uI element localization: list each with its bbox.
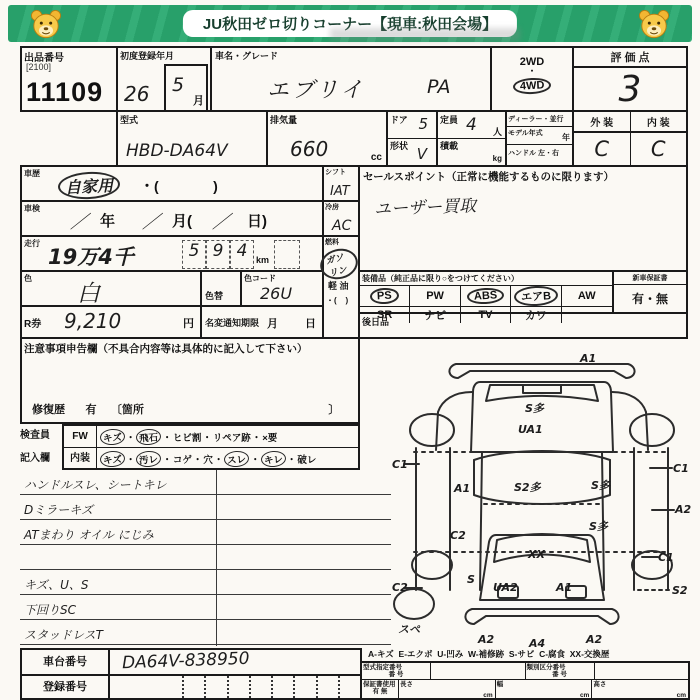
mileage-label: 走行 (24, 239, 40, 248)
diagram-mark: A2 (478, 633, 495, 646)
diagram-mark: A1 (580, 352, 597, 365)
score-label: 評 価 点 (574, 48, 686, 68)
handle-label: ハンドル 左・右 (508, 150, 559, 157)
name-change-cell (200, 305, 324, 339)
capacity-payload-cell (436, 110, 507, 167)
note-text: ハンドルスレ、シートキレ (24, 478, 167, 492)
shaken-year-unit: 年 (100, 213, 116, 230)
reg-number-cell (316, 676, 338, 698)
reg-number-cell (182, 676, 204, 698)
capacity-label: 定員 (440, 115, 459, 125)
note-line (217, 520, 391, 545)
aircon-label: 冷房 (325, 204, 339, 211)
spec-r1c4-value (595, 663, 689, 679)
repair-value: 有 (85, 404, 97, 416)
diagram-mark: S2 (672, 584, 688, 597)
note-line (20, 470, 216, 495)
first-reg-cell (116, 46, 212, 112)
car-grade-value: PA (427, 76, 451, 98)
sales-point-cell (358, 165, 688, 272)
note-line (217, 570, 391, 595)
diagram-mark: C1 (658, 551, 674, 564)
note-line (217, 620, 391, 645)
score-value: 3 (618, 69, 642, 110)
inspector-head-2: 記入欄 (20, 453, 50, 464)
repair-paren-close: 〕 (328, 404, 340, 416)
note-text: スタッドレスT (24, 628, 103, 642)
payload-unit: kg (492, 154, 502, 163)
inspector-heads (20, 424, 62, 470)
equipment-item: SR (360, 306, 410, 323)
model-code-label: 型式 (120, 115, 139, 125)
vin-value: DA64V-838950 (121, 648, 250, 674)
spec-r1c2-value (431, 663, 526, 679)
shaken-day-unit: 日) (247, 213, 267, 230)
diagram-mark: S2多 (514, 481, 541, 494)
notes-column-right (216, 470, 391, 646)
diagram-mark: C2 (392, 581, 408, 594)
diagram-mark: UA1 (518, 423, 543, 436)
length-label: 長さ (400, 681, 413, 688)
lot-cell (20, 46, 118, 112)
inspector-words-interior: キズ ・ 汚レ ・コゲ・穴・ スレ ・ キレ ・破レ (97, 451, 358, 467)
diagram-mark: XX (528, 548, 545, 561)
note-line (20, 620, 216, 645)
payload-label: 積載 (440, 141, 459, 151)
equipment-item: ナビ (410, 306, 460, 323)
diagram-mark: A4 (529, 637, 546, 650)
width-label: 幅 (496, 681, 504, 688)
fuel-paren: ・( ) (326, 296, 349, 305)
inspection-word: 汚レ (136, 450, 162, 468)
model-year-label: モデル年式 (508, 130, 543, 137)
note-text: キズ、U、S (24, 578, 89, 592)
note-line (20, 545, 216, 570)
mileage-cell (20, 235, 324, 272)
shift-cell (322, 165, 360, 202)
shaken-label: 車検 (24, 204, 40, 213)
warranty-value: 有・無 (631, 292, 668, 306)
diagram-mark: C1 (392, 458, 408, 471)
diagram-mark: A2 (675, 503, 692, 516)
lot-label: 出品番号 (24, 53, 64, 64)
color-value: 白 (77, 281, 100, 307)
fuel-label: 燃料 (325, 239, 339, 246)
mileage-digit: 9 (206, 240, 230, 269)
reg-number-label: 登録番号 (22, 676, 110, 698)
model-code-value: HBD-DA64V (126, 141, 228, 161)
aircon-value: AC (332, 218, 352, 234)
shaken-slash: ／ (212, 212, 230, 233)
vin-label: 車台番号 (22, 650, 110, 674)
diagram-mark: UA2 (493, 581, 518, 594)
damage-legend: A-キズ E-エクボ U-凹み W-補修跡 S-サビ C-腐食 XX-交換歴 (368, 649, 610, 659)
model-code-cell (116, 110, 268, 167)
name-change-label: 名変通知期限 (205, 318, 260, 328)
notice-cell (20, 337, 360, 424)
name-change-month: 月 (267, 318, 278, 330)
note-line (217, 470, 391, 495)
lot-code: [2100] (26, 62, 52, 72)
inspection-word: 穴 (203, 454, 213, 466)
reg-number-cell (227, 676, 249, 698)
shift-value: IAT (330, 184, 350, 199)
note-line (217, 595, 391, 620)
equipment-item: PW (410, 285, 460, 306)
exterior-label: 外 装 (574, 112, 631, 131)
mileage-empty-box (274, 240, 300, 269)
shaken-month-unit: 月( (172, 213, 192, 230)
first-reg-label: 初度登録年月 (120, 51, 175, 61)
first-reg-month-box (164, 64, 208, 110)
note-line (20, 495, 216, 520)
notice-label: 注意事項申告欄（不具合内容等は具体的に記入して下さい） (24, 343, 308, 355)
reg-number-cell (204, 676, 226, 698)
inspector-words-fw: キズ ・ 飛石 ・ヒビ割・リペア跡・×要 (97, 429, 358, 445)
ext-int-cell (572, 110, 688, 167)
reg-number-cell (338, 676, 360, 698)
diagram-mark: S多 (589, 520, 608, 533)
note-text: Dミラーキズ (24, 503, 94, 517)
door-shape-cell (386, 110, 438, 167)
fuel-diesel: 軽 油 (328, 281, 349, 291)
inspection-word: キレ (260, 450, 286, 468)
drive-cell: 2WD ・ 4WD (490, 46, 574, 112)
fuel-cell (322, 235, 360, 339)
spec-r1c3-label: 類別区分番号 (526, 664, 566, 671)
diagram-mark: C1 (673, 462, 689, 475)
inspector-sub-2: 内装 (64, 448, 97, 469)
model-year-unit: 年 (562, 133, 570, 142)
height-label: 高さ (593, 681, 607, 688)
equipment-item: TV (461, 306, 511, 323)
diagram-marks (392, 352, 692, 650)
reg-number-cell (271, 676, 293, 698)
scan-smudge (330, 28, 520, 41)
inspection-word: リペア跡 (212, 432, 251, 444)
capacity-value: 4 (466, 115, 477, 135)
later-items-label: 後日品 (362, 317, 390, 327)
mileage-prefix: 19万4千 (48, 245, 134, 269)
drive-4wd-selected: 4WD (512, 77, 551, 95)
dealer-label: ディーラー・並行 (507, 112, 572, 127)
first-reg-year: 26 (124, 82, 150, 106)
shift-label: シフト (325, 169, 346, 176)
reg-number-cell (293, 676, 315, 698)
name-change-day: 日 (305, 318, 316, 330)
history-value: 自家用 (57, 170, 120, 200)
mileage-digit: 5 (182, 240, 206, 269)
r-ticket-cell (20, 305, 202, 339)
diagram-mark: S多 (591, 479, 610, 492)
spec-table: 型式指定番号 番 号 類別区分番号 番 号 保証書使用 有 無 長さ cm 幅 cm 高さ cm (360, 661, 690, 700)
mileage-digit: 4 (230, 240, 254, 269)
car-name-label: 車名・グレード (215, 51, 279, 61)
vehicle-diagram (392, 352, 697, 648)
history-label: 車歴 (24, 169, 40, 178)
r-ticket-value: 9,210 (64, 309, 122, 333)
shaken-cell (20, 200, 324, 237)
bear-icon (638, 9, 670, 39)
drive-2wd: 2WD (519, 56, 545, 68)
equipment-item: エアB (511, 285, 561, 306)
lot-number: 11109 (26, 77, 104, 107)
color-code-label: 色コード (244, 274, 276, 283)
note-line (217, 545, 391, 570)
inspection-word: ヒビ割 (172, 432, 202, 444)
score-cell (572, 46, 688, 112)
later-items-cell (358, 312, 688, 339)
reg-number-cells (182, 676, 360, 698)
inspection-word: ×要 (262, 432, 278, 444)
equipment-item: AW (562, 285, 612, 306)
spec-r2c1-label: 保証書使用 (363, 681, 396, 688)
inspector-sub-1: FW (64, 426, 97, 447)
diagram-mark: C2 (450, 529, 466, 542)
first-reg-month: 5 (172, 74, 185, 96)
r-ticket-unit: 円 (183, 318, 194, 330)
inspection-word: 飛石 (136, 428, 162, 446)
diagram-mark: A1 (556, 581, 573, 594)
vin-row (20, 648, 362, 676)
displacement-cell (266, 110, 388, 167)
displacement-unit: cc (370, 152, 382, 163)
capacity-unit: 人 (492, 127, 502, 137)
repair-paren-open: 〔箇所 (110, 404, 144, 416)
color-change-cell (200, 270, 242, 307)
color-change-label: 色替 (205, 291, 224, 301)
dealer-stack-cell (505, 110, 574, 167)
note-line (217, 495, 391, 520)
shape-value: V (416, 145, 427, 163)
note-text: ATまわり オイル にじみ (24, 528, 154, 542)
inspector-box (62, 424, 360, 470)
color-code-value: 26U (260, 284, 293, 303)
shaken-slash: ／ (70, 212, 88, 233)
note-line (20, 595, 216, 620)
shaken-slash: ／ (142, 212, 160, 233)
shape-label: 形状 (390, 141, 409, 151)
equipment-item: ABS (461, 285, 511, 306)
reg-number-row (20, 674, 362, 700)
fuel-gasoline: ガソリン (317, 245, 361, 283)
history-paren: ・( ) (140, 178, 218, 194)
reg-number-cell (249, 676, 271, 698)
sales-point-label: セールスポイント（正常に機能するものに限ります） (363, 171, 615, 183)
warranty-cell (612, 270, 688, 314)
displacement-value: 660 (290, 137, 329, 161)
mileage-unit: km (256, 255, 270, 265)
first-reg-month-unit: 月 (193, 95, 204, 107)
inspection-word: キズ (99, 428, 125, 446)
inspector-head-1: 検査員 (20, 430, 50, 441)
repair-label: 修復歴 (32, 404, 65, 416)
aircon-cell (322, 200, 360, 237)
diagram-mark: A1 (454, 482, 471, 495)
interior-label: 内 装 (646, 118, 670, 129)
note-line (20, 570, 216, 595)
notes-column-left (20, 470, 216, 646)
equipment-label: 装備品（純正品に限り○をつけてください） (362, 274, 519, 283)
inspection-word: スレ (224, 450, 250, 468)
note-text: 下回りSC (24, 603, 76, 617)
r-ticket-label: R券 (24, 319, 42, 330)
diagram-mark: スペ (398, 623, 420, 636)
exterior-value: C (574, 133, 631, 167)
diagram-mark: S (467, 573, 475, 586)
color-label: 色 (24, 274, 32, 283)
inspection-word: コゲ (172, 454, 192, 466)
warranty-label: 新車保証書 (614, 272, 686, 285)
interior-value: C (650, 137, 666, 161)
equipment-item: カワ (511, 306, 561, 323)
diagram-mark: S多 (525, 402, 544, 415)
sales-point-note: ユーザー買取 (373, 196, 477, 220)
spec-r1c1-label: 型式指定番号 (363, 664, 402, 671)
car-name-cell (210, 46, 492, 112)
history-cell (20, 165, 324, 202)
inspection-word: キズ (99, 450, 125, 468)
color-cell (20, 270, 202, 307)
door-value: 5 (418, 115, 428, 133)
note-line (20, 520, 216, 545)
diagram-mark: A2 (586, 633, 603, 646)
bear-icon (30, 9, 62, 39)
door-label: ドア (390, 115, 408, 125)
displacement-label: 排気量 (270, 115, 298, 125)
inspection-word: 破レ (297, 454, 317, 466)
sheet-title: JU秋田ゼロ切りコーナー【現車:秋田会場】 (183, 10, 517, 37)
color-code-cell (240, 270, 324, 307)
equipment-item: PS (360, 285, 410, 306)
car-name-value: エブリイ (267, 78, 366, 103)
